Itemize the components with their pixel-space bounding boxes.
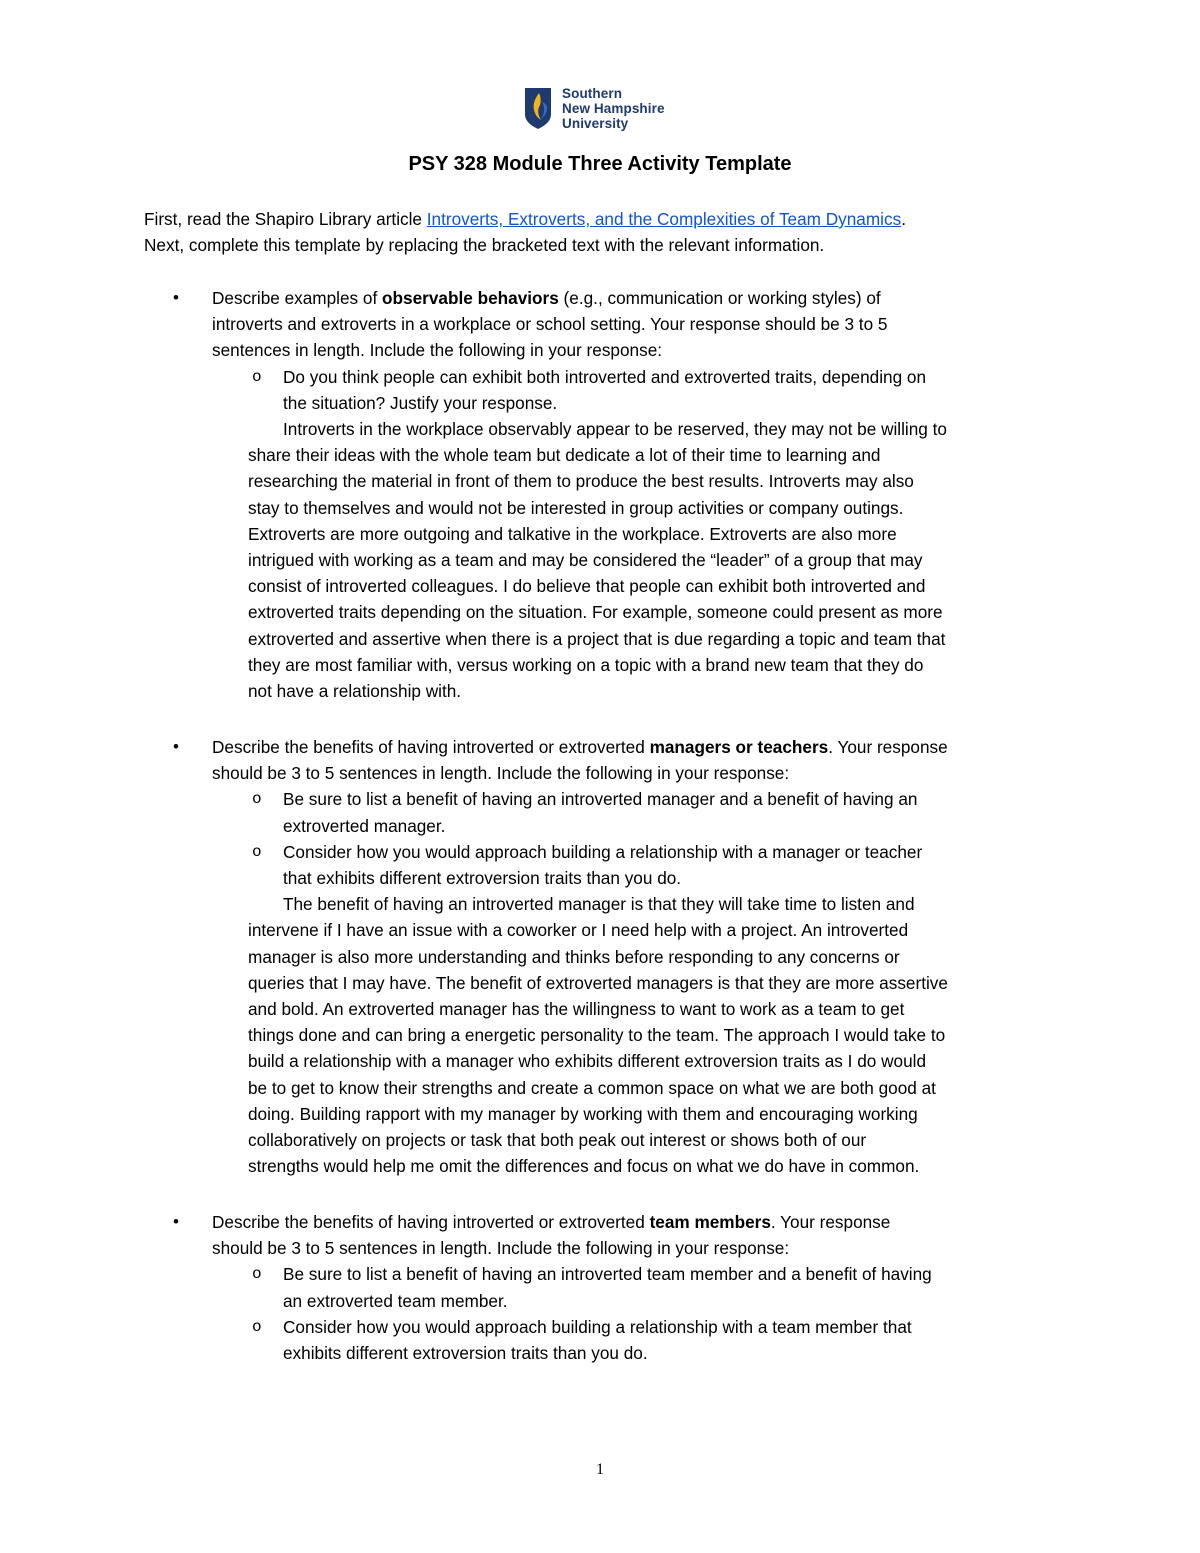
prompt-line: introverts and extroverts in a workplace or school setting. Your response should be 3 to 5 [212,314,888,335]
page-title: PSY 328 Module Three Activity Template [408,153,792,175]
answer-line: they are most familiar with, versus working on a topic with a brand new team that they do [248,654,924,675]
sub-bullet-icon: o [252,1317,262,1336]
answer-line: consist of introverted colleagues. I do believe that people can exhibit both introverted and [248,576,926,597]
bullet-item [144,1209,1084,1261]
prompt-line [212,1209,1084,1235]
intro-line-2: Next, complete this template by replacing the bracketed text with the relevant information. [144,235,825,256]
page-number: 1 [596,1461,604,1478]
prompt-line [212,285,1084,311]
university-logo [523,86,665,131]
sub-item-line: Be sure to list a benefit of having an introverted manager and a benefit of having an [283,789,918,810]
intro-line-1 [144,206,906,232]
sub-item [144,839,1084,891]
sub-bullet-icon: o [252,367,262,386]
bullet-item [144,734,1084,786]
sub-item-line: an extroverted team member. [283,1290,508,1311]
sub-item-line: Consider how you would approach building a relationship with a manager or teacher [283,841,923,862]
sub-item-line: Be sure to list a benefit of having an introverted team member and a benefit of having [283,1264,932,1285]
prompt-line [212,734,1084,760]
answer-line [248,891,1078,917]
sub-item-line: the situation? Justify your response. [283,392,558,413]
answer-text: Introverts in the workplace observably appear to be reserved, they may not be willing to [283,419,947,440]
article-link[interactable]: Introverts, Extroverts, and the Complexities of Team Dynamics [426,209,902,229]
sub-item [144,1314,1084,1366]
answer-line: strengths would help me omit the differences and focus on what we do have in common. [248,1156,920,1177]
sub-item-line: Consider how you would approach building a relationship with a team member that [283,1316,912,1337]
answer-line: stay to themselves and would not be interested in group activities or company outings. [248,497,904,518]
bullet-icon: • [173,1212,179,1231]
question-section-1 [144,285,1084,704]
sub-bullet-icon: o [252,790,262,809]
intro-paragraph [144,206,906,258]
answer-line: collaboratively on projects or task that both peak out interest or shows both of our [248,1130,867,1151]
sub-bullet-icon: o [252,1265,262,1284]
answer-line: be to get to know their strengths and create a common space on what we are both good at [248,1077,936,1098]
intro-suffix: . [901,209,906,229]
answer-line: extroverted traits depending on the situation. For example, someone could present as more [248,602,943,623]
answer-line: things done and can bring a energetic personality to the team. The approach I would take to [248,1025,946,1046]
sub-item-line: exhibits different extroversion traits than you do. [283,1343,648,1364]
bullet-item [144,285,1084,364]
intro-prefix: First, read the Shapiro Library article [144,209,427,229]
logo-line: University [562,116,629,131]
answer-text: The benefit of having an introverted manager is that they will take time to listen and [283,894,915,915]
prompt-text: (e.g., communication or working styles) of [558,288,881,308]
question-section-3 [144,1209,1084,1366]
answer-line: queries that I may have. The benefit of extroverted managers is that they are more assertive [248,972,948,993]
sub-item [144,786,1084,838]
sub-item-line: Do you think people can exhibit both introverted and extroverted traits, depending on [283,366,927,387]
prompt-line: should be 3 to 5 sentences in length. Include the following in your response: [212,763,790,784]
bullet-icon: • [173,737,179,756]
prompt-text: Describe the benefits of having introverted or extroverted [212,737,650,757]
answer-line: and bold. An extroverted manager has the willingness to want to work as a team to get [248,999,905,1020]
answer-paragraph [144,891,1078,1179]
logo-line: New Hampshire [562,101,665,116]
answer-line: intrigued with working as a team and may be considered the “leader” of a group that may [248,550,923,571]
sub-item-line: that exhibits different extroversion traits than you do. [283,868,682,889]
prompt-line: should be 3 to 5 sentences in length. Include the following in your response: [212,1238,790,1259]
answer-line: not have a relationship with. [248,681,462,702]
answer-paragraph [144,416,1078,704]
answer-line: intervene if I have an issue with a coworker or I need help with a project. An introverted [248,920,909,941]
prompt-line: sentences in length. Include the following in your response: [212,340,663,361]
prompt-text: . Your response [828,737,948,757]
prompt-text: . Your response [770,1212,891,1232]
answer-line: Extroverts are more outgoing and talkative in the workplace. Extroverts are also more [248,523,897,544]
snhu-flame-shield-icon [523,86,553,130]
prompt-bold: managers or teachers [649,737,829,757]
answer-line: researching the material in front of them to produce the best results. Introverts may also [248,471,914,492]
answer-line: share their ideas with the whole team but dedicate a lot of their time to learning and [248,445,881,466]
sub-item [144,1261,1084,1313]
answer-line: build a relationship with a manager who exhibits different extroversion traits as I do would [248,1051,926,1072]
answer-line: doing. Building rapport with my manager by working with them and encouraging working [248,1103,918,1124]
answer-line: manager is also more understanding and thinks before responding to any concerns or [248,946,900,967]
sub-item [144,364,1084,416]
sub-item-line: extroverted manager. [283,815,446,836]
prompt-text: Describe examples of [212,288,383,308]
answer-line: extroverted and assertive when there is a project that is due regarding a topic and team that [248,628,946,649]
sub-bullet-icon: o [252,842,262,861]
logo-wordmark [562,86,665,131]
prompt-bold: team members [649,1212,771,1232]
question-section-2 [144,734,1084,1179]
bullet-icon: • [173,288,179,307]
prompt-bold: observable behaviors [382,288,559,308]
logo-line: Southern [562,86,623,101]
prompt-text: Describe the benefits of having introverted or extroverted [212,1212,650,1232]
answer-line [248,416,1078,442]
